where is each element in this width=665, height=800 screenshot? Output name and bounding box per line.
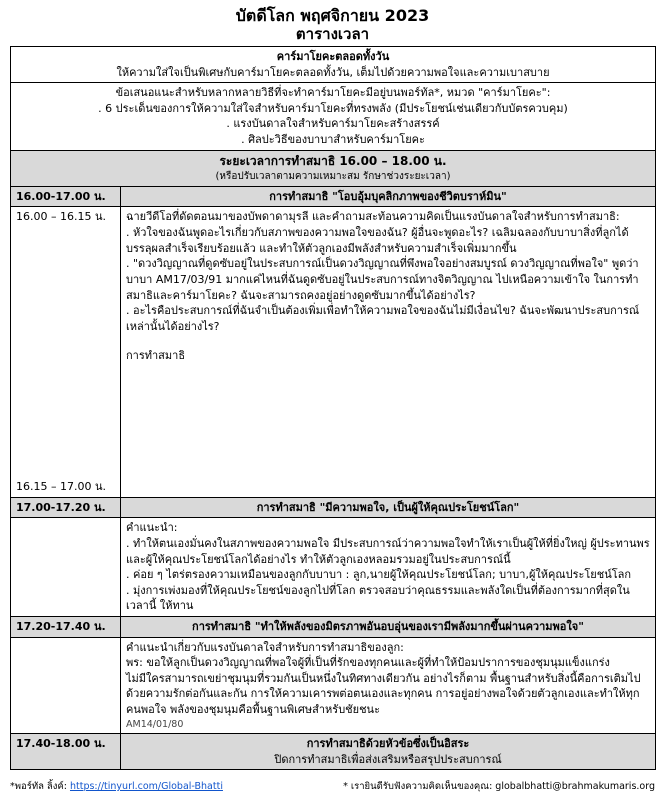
- session-header-row: [11, 497, 656, 518]
- footer-feedback: * เรายินดีรับฟังความคิดเห็นของคุณ: globalbhatti@brahmakumaris.org: [343, 781, 655, 792]
- session-closing: การทำสมาธิ: [126, 349, 186, 363]
- session-header-row: [11, 186, 656, 207]
- session-time: 17.20-17.40 น.: [11, 616, 121, 637]
- sub-time: 16.15 – 17.00 น.: [16, 480, 106, 494]
- proposal-item: . 6 ประเด็นของการให้ความใส่ใจสำหรับคาร์มาโยคะที่ทรงพลัง (มีประโยชน์เช่นเดียวกับบัตรควบคุม): [98, 101, 568, 115]
- session-reference: AM14/01/80: [126, 718, 184, 730]
- session-paragraph: พร: ขอให้ลูกเป็นดวงวิญญาณที่พอใจผู้ที่เป็นที่รักของทุกคนและผู้ที่ทำให้ป้อมปราการของชุมนุมแข็งแกร่ง: [126, 656, 610, 670]
- session-body-row: [11, 207, 656, 497]
- session-time: 17.40-18.00 น.: [11, 734, 121, 770]
- session-paragraph: คำแนะนำเกี่ยวกับแรงบันดาลใจสำหรับการทำสมาธิของลูก:: [126, 640, 404, 654]
- session-paragraph: . มุ่งการเพ่งมองที่ให้คุณประโยชน์ของลูกไปที่โลก ตรวจสอบว่าคุณธรรมและพลังใดเป็นที่ต้องการมากที่สุดในเวลานี้ ให้ทาน: [126, 583, 630, 613]
- session-time: 16.00-17.00 น.: [11, 186, 121, 207]
- period-row: [11, 150, 656, 186]
- proposal-item: . แรงบันดาลใจสำหรับคาร์มาโยคะสร้างสรรค์: [226, 117, 440, 131]
- session-paragraph: . ทำให้ตนเองมั่นคงในสภาพของความพอใจ มีประสบการณ์ว่าความพอใจทำให้เราเป็นผู้ให้ที่ยิ่งใหญ่ ผู้ประทานพร และผู้ให้คุณประโยชน์โลกได้อย่างไร ทำให้ตัวลูกเองหลอมรวมอยู่ในประสบการณ์นี้: [126, 536, 650, 566]
- schedule-table: [10, 46, 656, 770]
- session-body-row: [11, 637, 656, 734]
- session-paragraph: . อะไรคือประสบการณ์ที่ฉันจำเป็นต้องเพิ่มเพื่อทำให้ความพอใจของฉันไม่มีเงื่อนไข? ฉันจะพัฒนาประสบการณ์เหล่านั้นได้อย่างไร?: [126, 304, 640, 333]
- session-note: ปิดการทำสมาธิเพื่อส่งเสริมหรือสรุปประสบการณ์: [274, 752, 502, 766]
- session-paragraph: . "ดวงวิญญาณที่ดูดซับอยู่ในประสบการณ์เป็นดวงวิญญาณที่พึงพอใจอย่างสมบูรณ์ ดวงวิญญาณที่พอใจ" พูดว่าบาบา AM17/03/91 มากแค่ไหนที่ฉันดูดซับอยู่ในประสบการณ์ทางจิตวิญญาณ ไปเหนือความเข้าใจ ในการทำสมาธิและคาร์มาโยคะ? ฉันจะสามารถคงอยู่อย่างดูดซับมากขึ้นได้อย่างไร?: [126, 257, 639, 302]
- proposal-item: . ศิลปะวิธีของบาบาสำหรับคาร์มาโยคะ: [241, 133, 425, 147]
- session-title: การทำสมาธิ "โอบอุ้มบุคลิกภาพของชีวิตบราห์มิน": [121, 186, 656, 207]
- proposal-row: [11, 83, 656, 150]
- session-body: [121, 207, 656, 497]
- page-subtitle: ตารางเวลา: [295, 25, 370, 43]
- period-cell: [11, 150, 656, 186]
- session-empty-cell: [11, 518, 121, 617]
- intro-cell: [11, 47, 656, 83]
- session-body: [121, 637, 656, 734]
- session-time: 17.00-17.20 น.: [11, 497, 121, 518]
- page-title: บัตดีโลก พฤศจิกายน 2023: [235, 6, 430, 25]
- session-empty-cell: [11, 637, 121, 734]
- session-body: [121, 518, 656, 617]
- intro-row: [11, 47, 656, 83]
- footer: [10, 780, 655, 794]
- intro-heading: คาร์มาโยคะตลอดทั้งวัน: [276, 50, 390, 63]
- session-paragraph: ฉายวีดีโอที่ดัดตอนมาของบัพดาดามุรลี และคำถามสะท้อนความคิดเป็นแรงบันดาลใจสำหรับการทำสมาธิ:: [126, 210, 620, 224]
- session-subtimes: [11, 207, 121, 497]
- session-body-row: [11, 518, 656, 617]
- session-title: การทำสมาธิด้วยหัวข้อซึ่งเป็นอิสระ: [306, 737, 470, 751]
- session-paragraph: ไม่มีใครสามารถเขย่าชุมนุมที่รวมกันเป็นหนึ่งในทิศทางเดียวกัน อย่างไรก็ตาม พื้นฐานสำหรับสิ่งนี้คือการเติมไปด้วยความรักต่อกันและกัน การให้ความเคารพต่อตนเองและทุกคน การอยู่อย่างพอใจด้วยตัวลูกเองและทำให้ทุกคนพอใจ พลังของชุมนุมคือพื้นฐานพิเศษสำหรับชัยชนะ: [126, 671, 641, 717]
- proposal-heading: ข้อเสนอแนะสำหรับหลากหลายวิธีที่จะทำคาร์มาโยคะมีอยู่บนพอร์ทัล*, หมวด "คาร์มาโยคะ":: [115, 86, 551, 100]
- session-title-cell: [121, 734, 656, 770]
- period-heading: ระยะเวลาการทำสมาธิ 16.00 – 18.00 น.: [219, 153, 447, 168]
- intro-text: ให้ความใส่ใจเป็นพิเศษกับคาร์มาโยคะตลอดทั้งวัน, เต็มไปด้วยความพอใจและความเบาสบาย: [116, 65, 550, 79]
- session-paragraph: . ค่อย ๆ ไตร่ตรองความเหมือนของลูกกับบาบา : ลูก,นายผู้ให้คุณประโยชน์โลก; บาบา,ผู้ให้คุณประโยชน์โลก: [126, 568, 632, 582]
- footer-portal-label: *พอร์ทัล ลิ้งค์:: [10, 781, 67, 792]
- session-title: การทำสมาธิ "ทำให้พลังของมิตรภาพอันอบอุ่นของเรามีพลังมากขึ้นผ่านความพอใจ": [121, 616, 656, 637]
- portal-link[interactable]: https://tinyurl.com/Global-Bhatti: [69, 781, 223, 792]
- session-paragraph: คำแนะนำ:: [126, 521, 178, 535]
- period-note: (หรือปรับเวลาตามความเหมาะสม รักษาช่วงระยะเวลา): [215, 170, 451, 182]
- proposal-cell: [11, 83, 656, 150]
- session-title: การทำสมาธิ "มีความพอใจ, เป็นผู้ให้คุณประโยชน์โลก": [121, 497, 656, 518]
- session-header-row: [11, 734, 656, 770]
- sub-time: 16.00 – 16.15 น.: [16, 210, 106, 224]
- session-header-row: [11, 616, 656, 637]
- session-paragraph: . หัวใจของฉันพูดอะไรเกี่ยวกับสภาพของความพอใจของฉัน? ผู้อื่นจะพูดอะไร? เฉลิมฉลองกับบาบาสิ่งที่ลูกได้บรรลุผลสำเร็จเรียบร้อยแล้ว และทำให้ตัวลูกเองมีพลังสำหรับความสำเร็จเพิ่มมากขึ้น: [126, 226, 629, 255]
- footer-portal: [10, 780, 223, 794]
